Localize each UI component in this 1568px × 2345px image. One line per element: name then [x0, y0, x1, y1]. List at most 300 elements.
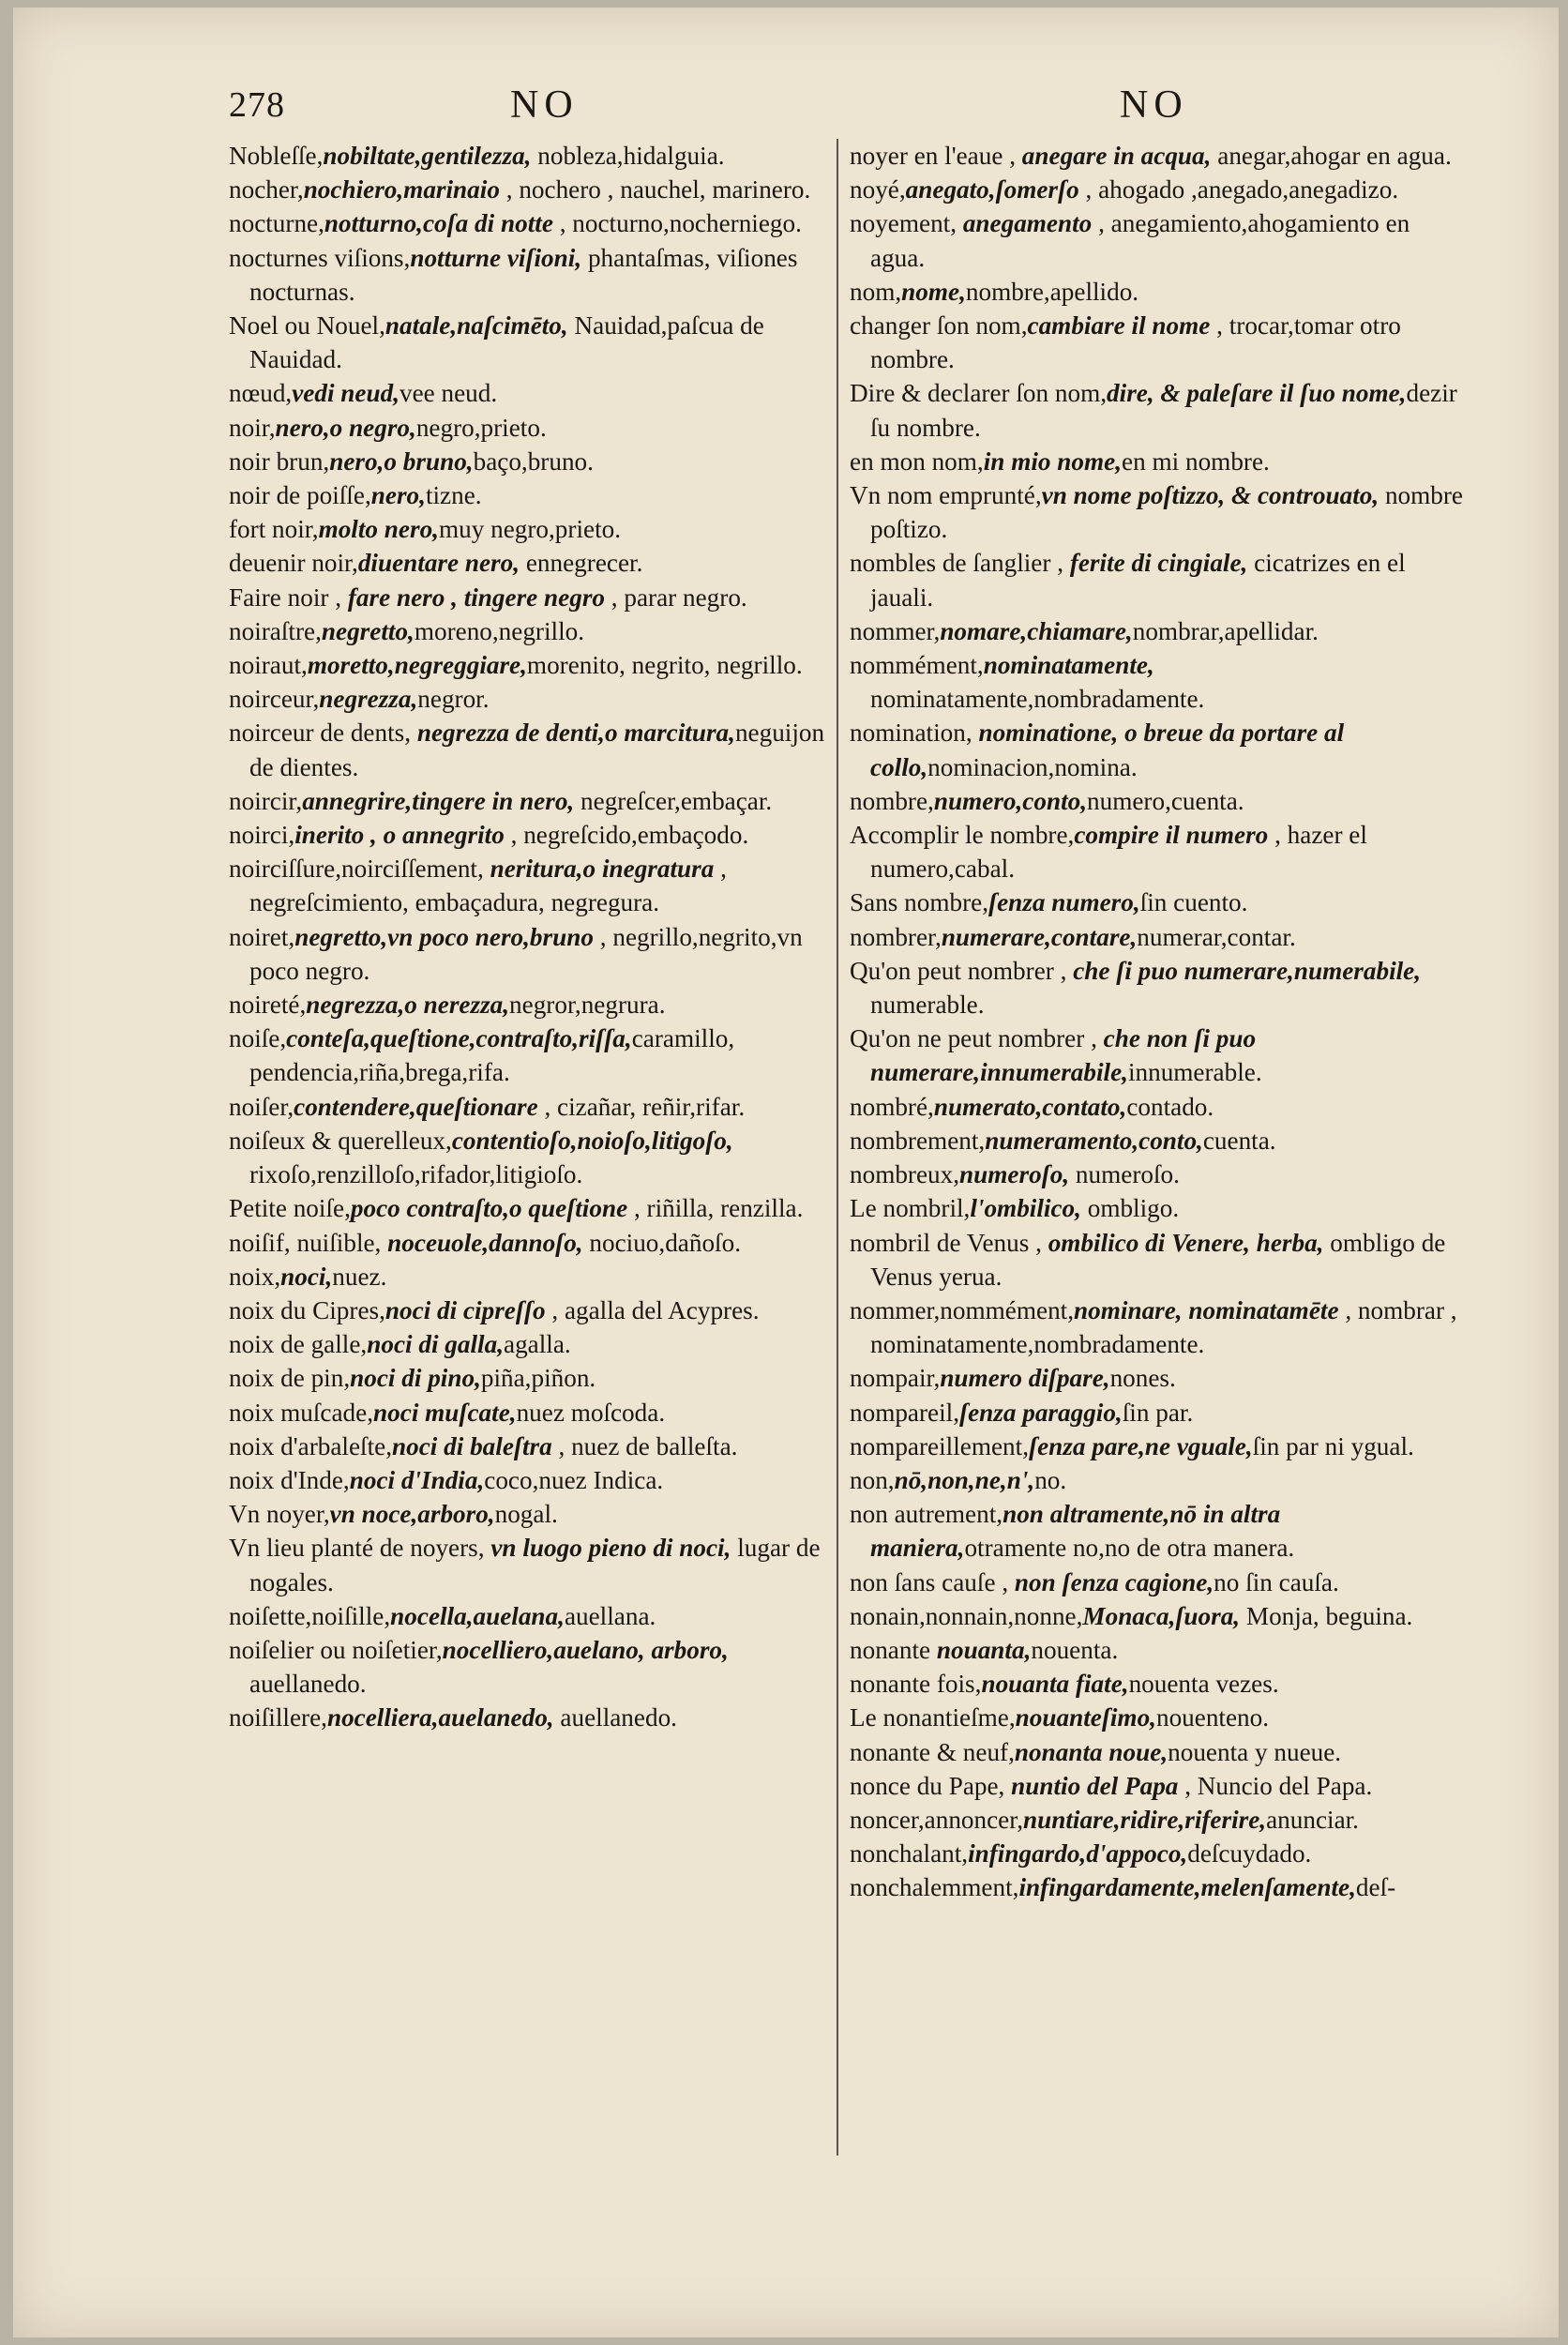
italian-gloss: nero,o negro, — [275, 413, 416, 442]
french-headword: noix de galle, — [229, 1330, 368, 1359]
french-headword: Vn lieu planté de noyers, — [229, 1534, 491, 1563]
italian-gloss: compire il numero — [1074, 821, 1269, 850]
dictionary-entry — [850, 275, 1464, 309]
spanish-gloss: , cizañar, reñir,rifar. — [537, 1092, 746, 1121]
italian-gloss: nero, — [370, 481, 426, 510]
french-headword: Qu'on peut nombrer , — [850, 956, 1074, 985]
dictionary-entry — [229, 1701, 829, 1734]
italian-gloss: nominare, nominatamēte — [1074, 1295, 1339, 1324]
dictionary-entry — [229, 818, 829, 852]
french-headword: nomination, — [850, 719, 979, 748]
french-headword: Qu'on ne peut nombrer , — [850, 1024, 1104, 1053]
spanish-gloss: agalla. — [504, 1330, 571, 1359]
spanish-gloss: , nombrar , nominatamente,nombradamente. — [870, 1295, 1457, 1359]
italian-gloss: conteſa,queſtione,contraſto,riſſa, — [286, 1024, 632, 1053]
dictionary-entry — [850, 1124, 1464, 1157]
spanish-gloss: anunciar. — [1266, 1805, 1359, 1834]
running-head-right: NO — [1120, 83, 1188, 127]
italian-gloss: notturno,coſa di notte — [324, 209, 553, 238]
italian-gloss: ſenza paraggio, — [959, 1398, 1123, 1427]
french-headword: Le nonantieſme, — [850, 1703, 1016, 1732]
italian-gloss: nobiltate,gentilezza, — [323, 142, 532, 170]
italian-gloss: nouanta fiate, — [981, 1670, 1129, 1699]
italian-gloss: noci di pino, — [350, 1364, 481, 1393]
dictionary-entry — [229, 1260, 829, 1294]
french-headword: Dire & declarer ſon nom, — [850, 379, 1108, 408]
dictionary-entry — [229, 1021, 829, 1089]
spanish-gloss: Monja, beguina. — [1240, 1601, 1413, 1630]
dictionary-entry — [850, 954, 1464, 1021]
spanish-gloss: ſin par. — [1122, 1398, 1194, 1427]
spanish-gloss: negro,prieto. — [415, 413, 547, 442]
spanish-gloss: nouenta y nueue. — [1168, 1737, 1342, 1766]
spanish-gloss: nombre poſtizo. — [870, 481, 1464, 544]
italian-gloss: nuntio del Papa — [1011, 1771, 1179, 1800]
dictionary-entry — [850, 885, 1464, 919]
italian-gloss: poco contraſto,o queſtione — [350, 1194, 628, 1223]
french-headword: Noel ou Nouel, — [229, 311, 385, 340]
french-headword: noix d'arbaleſte, — [229, 1431, 392, 1460]
dictionary-entry — [850, 1090, 1464, 1124]
spanish-gloss: ombligo de Venus yerua. — [870, 1228, 1446, 1291]
dictionary-entry — [229, 920, 829, 988]
dictionary-entry — [850, 376, 1464, 444]
spanish-gloss: phantaſmas, viſiones nocturnas. — [249, 243, 798, 306]
french-headword: noir brun, — [229, 446, 330, 476]
dictionary-entry — [229, 852, 829, 919]
spanish-gloss: , riñilla, renzilla. — [627, 1194, 804, 1223]
spanish-gloss: nuez. — [332, 1262, 387, 1291]
italian-gloss: inerito , o annegrito — [294, 821, 505, 850]
french-headword: nombre, — [850, 786, 934, 815]
italian-gloss: negretto,vn poco nero,bruno — [294, 922, 594, 951]
french-headword: noiraſtre, — [229, 616, 322, 645]
italian-gloss: non altramente,nō in altra maniera, — [870, 1500, 1281, 1563]
italian-gloss: nero,o bruno, — [329, 446, 474, 476]
dictionary-entry — [850, 1396, 1464, 1430]
french-headword: non autrement, — [850, 1500, 1003, 1529]
french-headword: nombreux, — [850, 1160, 960, 1189]
italian-gloss: cambiare il nome — [1027, 311, 1211, 340]
dictionary-entry — [229, 581, 829, 614]
french-headword: non, — [850, 1465, 895, 1494]
dictionary-entry — [850, 716, 1464, 783]
french-headword: noiſette,noiſille, — [229, 1601, 391, 1630]
spanish-gloss: deſ- — [1355, 1873, 1396, 1902]
spanish-gloss: , ahogado ,anegado,anegadizo. — [1078, 175, 1399, 204]
spanish-gloss: negror,negrura. — [509, 991, 666, 1020]
french-headword: nonchalemment, — [850, 1873, 1019, 1902]
spanish-gloss: no. — [1034, 1465, 1067, 1494]
french-headword: noyer en l'eaue , — [850, 142, 1022, 170]
spanish-gloss: muy negro,prieto. — [438, 515, 622, 544]
french-headword: nombrer, — [850, 922, 942, 951]
french-headword: Accomplir le nombre, — [850, 821, 1075, 850]
italian-gloss: natale,naſcimēto, — [384, 311, 568, 340]
spanish-gloss: , hazer el numero,cabal. — [870, 821, 1367, 884]
italian-gloss: ſenza pare,ne vguale, — [1029, 1431, 1253, 1460]
dictionary-entry — [229, 139, 829, 173]
dictionary-entry — [229, 682, 829, 716]
french-headword: noiſer, — [229, 1092, 294, 1121]
dictionary-entry — [229, 1531, 829, 1598]
spanish-gloss: , negrillo,negrito,vn poco negro. — [249, 922, 803, 985]
french-headword: noyé, — [850, 175, 906, 204]
french-headword: noirceur, — [229, 685, 320, 714]
spanish-gloss: auellanedo. — [249, 1670, 367, 1699]
french-headword: nocturne, — [229, 209, 324, 238]
spanish-gloss: numero,cuenta. — [1087, 786, 1244, 815]
dictionary-entry — [850, 1769, 1464, 1803]
spanish-gloss: auellanedo. — [553, 1703, 677, 1732]
french-headword: noiraut, — [229, 651, 308, 680]
french-headword: Vn noyer, — [229, 1500, 330, 1529]
dictionary-entry — [229, 988, 829, 1021]
dictionary-entry — [850, 1294, 1464, 1361]
italian-gloss: noci d'India, — [349, 1465, 485, 1494]
dictionary-entry — [229, 1463, 829, 1497]
italian-gloss: moretto,negreggiare, — [307, 651, 527, 680]
dictionary-entry — [229, 546, 829, 580]
dictionary-entry — [850, 1361, 1464, 1395]
spanish-gloss: ſin cuento. — [1139, 888, 1248, 917]
italian-gloss: nō,non,ne,n', — [894, 1465, 1035, 1494]
italian-gloss: noci di cipreſſo — [384, 1295, 546, 1324]
french-headword: noirciſſure,noirciſſement, — [229, 855, 484, 884]
french-headword: noix de pin, — [229, 1364, 351, 1393]
french-headword: fort noir, — [229, 515, 319, 544]
italian-gloss: numerare,contare, — [941, 922, 1138, 951]
spanish-gloss: cicatrizes en el jauali. — [870, 549, 1406, 612]
french-headword: Sans nombre, — [850, 888, 989, 917]
spanish-gloss: , parar negro. — [605, 582, 747, 612]
spanish-gloss: moreno,negrillo. — [414, 616, 585, 645]
dictionary-entry — [850, 1837, 1464, 1870]
italian-gloss: numero,conto, — [933, 786, 1088, 815]
dictionary-entry — [229, 1090, 829, 1124]
dictionary-entry — [850, 1497, 1464, 1565]
spanish-gloss: cuenta. — [1202, 1126, 1276, 1155]
dictionary-entry — [850, 1021, 1464, 1089]
french-headword: nom, — [850, 277, 902, 306]
spanish-gloss: contado. — [1126, 1092, 1214, 1121]
spanish-gloss: negror. — [417, 685, 490, 714]
italian-gloss: nominatione, o breue da portare al collo, — [870, 719, 1345, 781]
spanish-gloss: nombrar,apellidar. — [1132, 616, 1319, 645]
dictionary-entry — [850, 784, 1464, 818]
french-headword: nombré, — [850, 1092, 934, 1121]
italian-gloss: numeroſo, — [959, 1160, 1070, 1189]
italian-gloss: che ſi puo numerare,numerabile, — [1073, 956, 1422, 985]
dictionary-entry — [850, 818, 1464, 885]
italian-gloss: notturne viſioni, — [410, 243, 582, 272]
french-headword: nompareil, — [850, 1398, 960, 1427]
spanish-gloss: deſcuydado. — [1187, 1839, 1312, 1868]
dictionary-entry — [850, 920, 1464, 954]
spanish-gloss: negreſcer,embaçar. — [574, 786, 773, 815]
dictionary-entry — [229, 206, 829, 240]
spanish-gloss: lugar de nogales. — [249, 1534, 821, 1596]
dictionary-entry — [229, 1396, 829, 1430]
italian-gloss: molto nero, — [318, 515, 439, 544]
french-headword: noirci, — [229, 821, 295, 850]
french-headword: noiſeux & querelleux, — [229, 1126, 452, 1155]
italian-gloss: nominatamente, — [983, 651, 1154, 680]
italian-gloss: noci di galla, — [367, 1330, 504, 1359]
spanish-gloss: , negreſcido,embaçodo. — [504, 821, 749, 850]
spanish-gloss: no ſin cauſa. — [1214, 1567, 1339, 1596]
italian-gloss: anegare in acqua, — [1021, 142, 1212, 170]
spanish-gloss: nociuo,dañoſo. — [582, 1228, 741, 1257]
spanish-gloss: innumerable. — [1127, 1058, 1262, 1087]
french-headword: deuenir noir, — [229, 549, 358, 578]
french-headword: nombrement, — [850, 1126, 986, 1155]
french-headword: noiſillere, — [229, 1703, 327, 1732]
french-headword: nœud, — [229, 379, 293, 408]
dictionary-entry — [229, 376, 829, 410]
dictionary-entry — [229, 614, 829, 648]
french-headword: Nobleſſe, — [229, 142, 324, 170]
italian-gloss: in mio nome, — [983, 446, 1123, 476]
running-head-left: NO — [510, 83, 579, 127]
italian-gloss: anegato,ſomerſo — [905, 175, 1079, 204]
italian-gloss: anegamento — [962, 209, 1093, 238]
french-headword: noix d'Inde, — [229, 1465, 350, 1494]
dictionary-entry — [850, 1157, 1464, 1191]
dictionary-entry — [850, 614, 1464, 648]
italian-gloss: vn nome poſtizzo, & controuato, — [1041, 481, 1380, 510]
italian-gloss: nomare,chiamare, — [940, 616, 1133, 645]
italian-gloss: dire, & paleſare il ſuo nome, — [1107, 379, 1407, 408]
dictionary-entry — [229, 411, 829, 445]
french-headword: noncer,annoncer, — [850, 1805, 1024, 1834]
french-headword: Le nombril, — [850, 1194, 971, 1223]
spanish-gloss: , Nuncio del Papa. — [1178, 1771, 1373, 1800]
italian-gloss: nochiero,marinaio — [303, 175, 500, 204]
dictionary-entry — [850, 445, 1464, 478]
italian-gloss: nouanteſimo, — [1015, 1703, 1156, 1732]
french-headword: nombril de Venus , — [850, 1228, 1048, 1257]
french-headword: nonchalant, — [850, 1839, 969, 1868]
italian-gloss: negretto, — [321, 616, 415, 645]
dictionary-entry — [850, 309, 1464, 376]
dictionary-entry — [850, 206, 1464, 274]
dictionary-entry — [850, 1463, 1464, 1497]
french-headword: nocturnes viſions, — [229, 243, 411, 272]
french-headword: nonante & neuf, — [850, 1737, 1015, 1766]
dictionary-entry — [850, 1633, 1464, 1667]
dictionary-entry — [229, 1633, 829, 1701]
italian-gloss: nonanta noue, — [1014, 1737, 1168, 1766]
dictionary-entry — [850, 1226, 1464, 1294]
spanish-gloss: nouenteno. — [1155, 1703, 1270, 1732]
dictionary-entry — [229, 309, 829, 376]
italian-gloss: ferite di cingiale, — [1069, 549, 1248, 578]
spanish-gloss: anegar,ahogar en agua. — [1211, 142, 1452, 170]
italian-gloss: nouanta, — [936, 1635, 1032, 1664]
italian-gloss: numerato,contato, — [933, 1092, 1127, 1121]
french-headword: noir, — [229, 413, 276, 442]
spanish-gloss: tizne. — [425, 481, 482, 510]
dictionary-entry — [229, 1361, 829, 1395]
spanish-gloss: nones. — [1109, 1364, 1176, 1393]
dictionary-entry — [850, 1566, 1464, 1599]
spanish-gloss: nuez moſcoda. — [516, 1398, 666, 1427]
dictionary-entry — [229, 716, 829, 783]
spanish-gloss: numerar,contar. — [1137, 922, 1296, 951]
dictionary-entry — [850, 1430, 1464, 1463]
spanish-gloss: neguijon de dientes. — [249, 719, 825, 781]
french-headword: noiſe, — [229, 1024, 287, 1053]
french-headword: nommément, — [850, 651, 984, 680]
spanish-gloss: , nocturno,nocherniego. — [552, 209, 802, 238]
french-headword: en mon nom, — [850, 446, 984, 476]
spanish-gloss: nogal. — [494, 1500, 558, 1529]
italian-gloss: ſenza numero, — [988, 888, 1140, 917]
french-headword: noireté, — [229, 991, 307, 1020]
italian-gloss: vn noce,arboro, — [329, 1500, 495, 1529]
french-headword: nombles de ſanglier , — [850, 549, 1070, 578]
spanish-gloss: coco,nuez Indica. — [484, 1465, 664, 1494]
italian-gloss: ombilico di Venere, herba, — [1048, 1228, 1324, 1257]
italian-gloss: negrezza,o nerezza, — [306, 991, 510, 1020]
french-headword: nonante fois, — [850, 1670, 982, 1699]
dictionary-entry — [850, 1803, 1464, 1837]
french-headword: nompair, — [850, 1364, 941, 1393]
spanish-gloss: , negreſcimiento, embaçadura, negregura. — [249, 855, 727, 917]
spanish-gloss: , nuez de balleſta. — [551, 1431, 738, 1460]
spanish-gloss: en mi nombre. — [1122, 446, 1270, 476]
dictionary-entry — [229, 1327, 829, 1361]
spanish-gloss: otramente no,no de otra manera. — [964, 1534, 1295, 1563]
dictionary-entry — [229, 173, 829, 206]
dictionary-entry — [850, 1735, 1464, 1769]
spanish-gloss: , anegamiento,ahogamiento en agua. — [870, 209, 1410, 272]
italian-gloss: nocelliera,auelanedo, — [326, 1703, 554, 1732]
french-headword: noix du Cipres, — [229, 1295, 385, 1324]
dictionary-entry — [229, 1226, 829, 1260]
spanish-gloss: piña,piñon. — [480, 1364, 596, 1393]
dictionary-entry — [229, 1430, 829, 1463]
spanish-gloss: numeroſo. — [1069, 1160, 1180, 1189]
page-number: 278 — [229, 85, 285, 125]
italian-gloss: nocella,auelana, — [390, 1601, 565, 1630]
french-headword: noix muſcade, — [229, 1398, 374, 1427]
book-page — [13, 8, 1559, 2337]
french-headword: changer ſon nom, — [850, 311, 1028, 340]
italian-gloss: noci, — [280, 1262, 333, 1291]
italian-gloss: nuntiare,ridire,riferire, — [1023, 1805, 1267, 1834]
french-headword: noyement, — [850, 209, 963, 238]
spanish-gloss: nombre,apellido. — [965, 277, 1139, 306]
italian-gloss: noci di baleſtra — [392, 1431, 552, 1460]
left-column — [229, 139, 829, 1735]
dictionary-entry — [850, 1667, 1464, 1701]
italian-gloss: vn luogo pieno di noci, — [490, 1534, 731, 1563]
french-headword: noir de poiſſe, — [229, 481, 371, 510]
spanish-gloss: numerable. — [870, 991, 985, 1020]
french-headword: Faire noir , — [229, 582, 348, 612]
spanish-gloss: caramillo, pendencia,riña,brega,rifa. — [249, 1024, 735, 1087]
italian-gloss: infingardo,d'appoco, — [968, 1839, 1188, 1868]
spanish-gloss: , nochero , nauchel, marinero. — [499, 175, 811, 204]
dictionary-entry — [850, 478, 1464, 546]
italian-gloss: infingardamente,melenſamente, — [1018, 1873, 1356, 1902]
italian-gloss: nome, — [901, 277, 966, 306]
dictionary-entry — [850, 1870, 1464, 1904]
spanish-gloss: morenito, negrito, negrillo. — [526, 651, 803, 680]
spanish-gloss: dezir ſu nombre. — [870, 379, 1457, 442]
dictionary-entry — [850, 139, 1464, 173]
italian-gloss: noceuole,dannoſo, — [387, 1228, 583, 1257]
italian-gloss: contentioſo,noioſo,litigoſo, — [451, 1126, 733, 1155]
spanish-gloss: , trocar,tomar otro nombre. — [870, 311, 1401, 374]
italian-gloss: Monaca,ſuora, — [1082, 1601, 1241, 1630]
spanish-gloss: , agalla del Acypres. — [545, 1295, 760, 1324]
italian-gloss: che non ſi puo numerare,innumerabile, — [870, 1024, 1257, 1087]
dictionary-entry — [229, 445, 829, 478]
dictionary-entry — [850, 648, 1464, 716]
italian-gloss: negrezza de denti,o marcitura, — [416, 719, 735, 748]
italian-gloss: numero diſpare, — [940, 1364, 1110, 1393]
italian-gloss: vedi neud, — [292, 379, 400, 408]
french-headword: noiſelier ou noiſetier, — [229, 1635, 443, 1664]
french-headword: nommer, — [850, 616, 941, 645]
spanish-gloss: ombligo. — [1080, 1194, 1180, 1223]
italian-gloss: diuentare nero, — [357, 549, 520, 578]
italian-gloss: non ſenza cagione, — [1014, 1567, 1214, 1596]
dictionary-entry — [850, 1599, 1464, 1633]
dictionary-entry — [229, 478, 829, 512]
spanish-gloss: nouenta. — [1031, 1635, 1119, 1664]
italian-gloss: l'ombilico, — [970, 1194, 1081, 1223]
french-headword: nocher, — [229, 175, 304, 204]
french-headword: noiret, — [229, 922, 295, 951]
dictionary-entry — [850, 173, 1464, 206]
spanish-gloss: nouenta vezes. — [1128, 1670, 1279, 1699]
french-headword: noirceur de dents, — [229, 719, 417, 748]
spanish-gloss: nominacion,nomina. — [927, 752, 1138, 781]
french-headword: noircir, — [229, 786, 303, 815]
spanish-gloss: baço,bruno. — [473, 446, 594, 476]
spanish-gloss: ſin par ni ygual. — [1252, 1431, 1414, 1460]
italian-gloss: annegrire,tingere in nero, — [302, 786, 575, 815]
spanish-gloss: nominatamente,nombradamente. — [870, 685, 1205, 714]
italian-gloss: nocelliero,auelano, arboro, — [442, 1635, 729, 1664]
dictionary-entry — [229, 784, 829, 818]
french-headword: nonain,nonnain,nonne, — [850, 1601, 1083, 1630]
dictionary-entry — [229, 1599, 829, 1633]
spanish-gloss: auellana. — [564, 1601, 656, 1630]
dictionary-entry — [229, 1191, 829, 1225]
french-headword: nompareillement, — [850, 1431, 1030, 1460]
french-headword: Petite noiſe, — [229, 1194, 351, 1223]
french-headword: non ſans cauſe , — [850, 1567, 1015, 1596]
french-headword: nommer,nommément, — [850, 1295, 1075, 1324]
french-headword: noiſif, nuiſible, — [229, 1228, 388, 1257]
column-rule — [837, 139, 838, 2156]
dictionary-entry — [229, 1497, 829, 1531]
italian-gloss: noci muſcate, — [373, 1398, 517, 1427]
italian-gloss: fare nero , tingere negro — [347, 582, 605, 612]
spanish-gloss: vee neud. — [400, 379, 498, 408]
spanish-gloss: nobleza,hidalguia. — [531, 142, 725, 170]
french-headword: Vn nom emprunté, — [850, 481, 1042, 510]
spanish-gloss: ennegrecer. — [520, 549, 643, 578]
italian-gloss: negrezza, — [319, 685, 418, 714]
dictionary-entry — [850, 546, 1464, 613]
dictionary-entry — [229, 1124, 829, 1191]
